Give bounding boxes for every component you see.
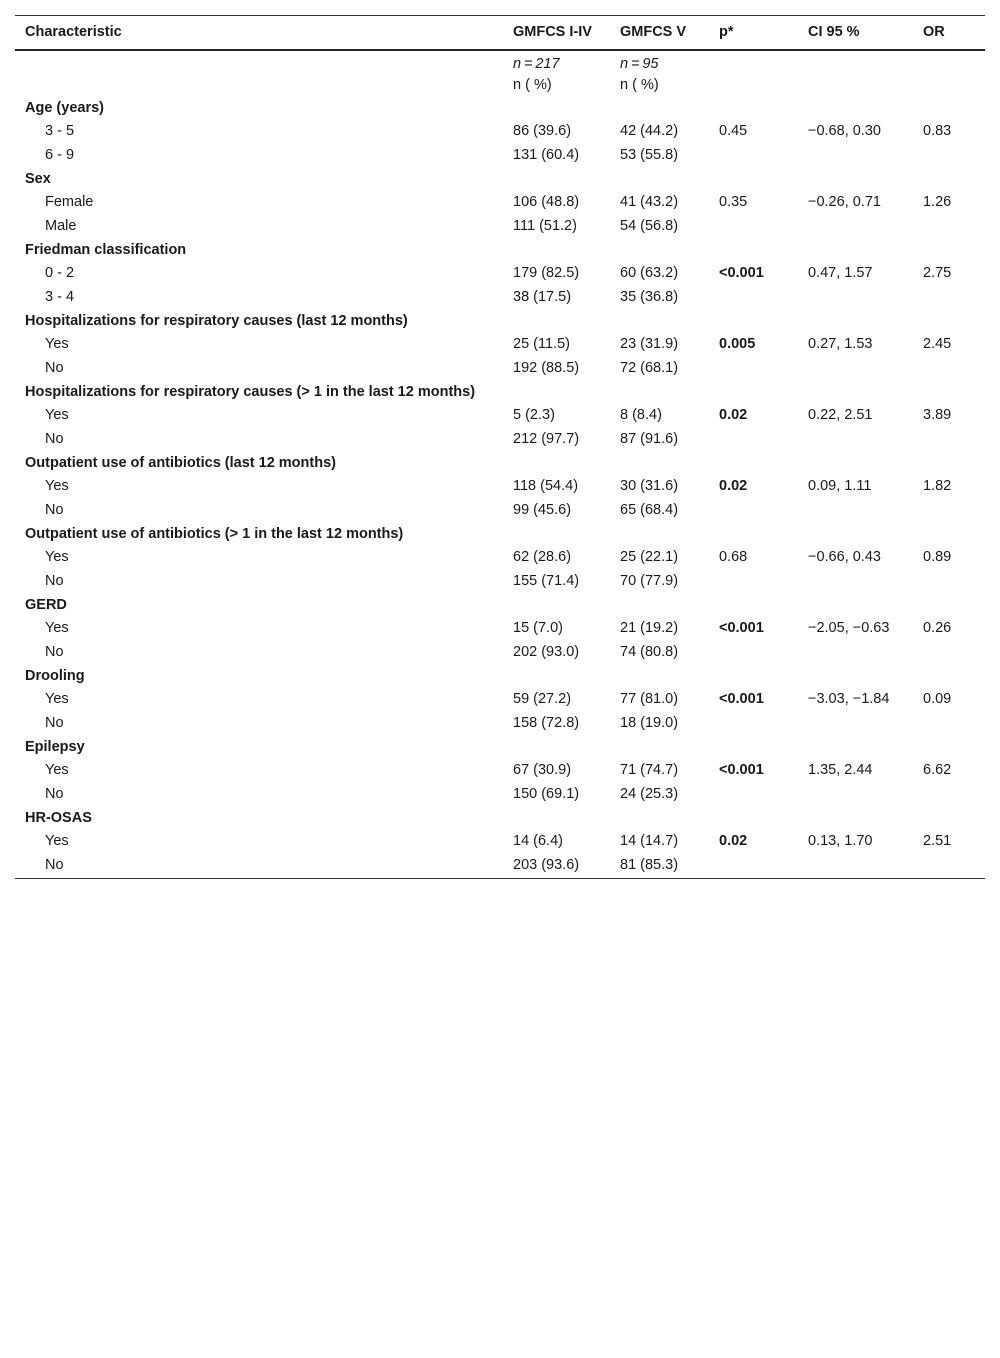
table-row: [15, 688, 985, 712]
group-header-row: [15, 168, 985, 191]
cell-g2: 54 (56.8): [620, 218, 679, 234]
table-row: [15, 617, 985, 641]
cell-ci: [798, 215, 913, 239]
cell-or: 2.45: [923, 336, 952, 352]
cell-g1: 179 (82.5): [513, 265, 580, 281]
cell-p: [709, 712, 798, 736]
cell-g1: 106 (48.8): [513, 194, 580, 210]
cell-g1: 202 (93.0): [513, 644, 580, 660]
table-row: [15, 712, 985, 736]
cell-ci: [798, 641, 913, 665]
group-header-row: [15, 239, 985, 262]
cell-label: Yes: [45, 762, 69, 778]
cell-label: Yes: [45, 407, 69, 423]
cell-label: No: [45, 644, 64, 660]
cell-label: Yes: [45, 478, 69, 494]
cell-g2: 25 (22.1): [620, 549, 679, 565]
cell-g2: 8 (8.4): [620, 407, 662, 423]
cell-ci: [798, 144, 913, 168]
cell-label: No: [45, 786, 64, 802]
n-row: [15, 50, 985, 97]
header-gmfcs-i-iv: GMFCS I-IV: [513, 24, 592, 40]
cell-g2: 72 (68.1): [620, 360, 679, 376]
table-row: [15, 120, 985, 144]
cell-or: 2.75: [923, 265, 952, 281]
n-g1: n = 217: [513, 56, 560, 72]
group-title: Sex: [25, 171, 51, 187]
cell-label: Yes: [45, 691, 69, 707]
n-row-g2: [610, 50, 709, 97]
cell-g1: 158 (72.8): [513, 715, 580, 731]
table-body: [15, 50, 985, 879]
table-row: [15, 499, 985, 523]
group-header-row: [15, 310, 985, 333]
header-gmfcs-v: GMFCS V: [620, 24, 687, 40]
cell-ci: 0.09, 1.11: [808, 478, 872, 494]
cell-g2: 35 (36.8): [620, 289, 679, 305]
cell-ci: [798, 428, 913, 452]
cell-or: [913, 357, 985, 381]
cell-label: 0 - 2: [45, 265, 75, 281]
cell-ci: [798, 854, 913, 879]
cell-g1: 38 (17.5): [513, 289, 572, 305]
cell-p: 0.02: [719, 833, 748, 849]
cell-g1: 203 (93.6): [513, 857, 580, 873]
cell-p: <0.001: [719, 762, 764, 778]
cell-or: 0.89: [923, 549, 952, 565]
group-header-row: [15, 97, 985, 120]
cell-g1: 192 (88.5): [513, 360, 580, 376]
cell-or: [913, 712, 985, 736]
cell-or: [913, 144, 985, 168]
cell-label: Yes: [45, 833, 69, 849]
cell-or: [913, 286, 985, 310]
group-title: HR-OSAS: [25, 810, 92, 826]
cell-or: [913, 428, 985, 452]
cell-ci: [798, 783, 913, 807]
group-header-row: [15, 736, 985, 759]
cell-ci: −2.05, −0.63: [808, 620, 890, 636]
cell-p: [709, 570, 798, 594]
cell-g2: 14 (14.7): [620, 833, 679, 849]
cell-g2: 60 (63.2): [620, 265, 679, 281]
cell-or: [913, 641, 985, 665]
group-title: Epilepsy: [25, 739, 85, 755]
cell-ci: −0.66, 0.43: [808, 549, 881, 565]
cell-label: No: [45, 502, 64, 518]
header-ci: CI 95 %: [808, 24, 860, 40]
cell-ci: 0.22, 2.51: [808, 407, 873, 423]
cell-g1: 131 (60.4): [513, 147, 580, 163]
cell-g1: 59 (27.2): [513, 691, 572, 707]
group-title: GERD: [25, 597, 67, 613]
group-header-row: [15, 452, 985, 475]
pct-g2: n ( %): [620, 77, 659, 93]
cell-p: [709, 783, 798, 807]
table-row: [15, 428, 985, 452]
cell-g2: 23 (31.9): [620, 336, 679, 352]
cell-label: 6 - 9: [45, 147, 75, 163]
cell-p: [709, 641, 798, 665]
cell-or: 0.26: [923, 620, 952, 636]
cell-label: Yes: [45, 549, 69, 565]
cell-g2: 41 (43.2): [620, 194, 679, 210]
cell-or: [913, 499, 985, 523]
table-row: [15, 830, 985, 854]
n-row-empty: [15, 50, 503, 97]
cell-g2: 21 (19.2): [620, 620, 679, 636]
table-row: [15, 215, 985, 239]
cell-g2: 42 (44.2): [620, 123, 679, 139]
cell-p: 0.02: [719, 407, 748, 423]
cell-or: 3.89: [923, 407, 952, 423]
table-row: [15, 854, 985, 879]
cell-ci: −0.68, 0.30: [808, 123, 881, 139]
cell-g1: 86 (39.6): [513, 123, 572, 139]
cell-ci: [798, 499, 913, 523]
cell-g2: 81 (85.3): [620, 857, 679, 873]
group-header-row: [15, 665, 985, 688]
cell-p: [709, 357, 798, 381]
cell-g1: 111 (51.2): [513, 218, 577, 234]
cell-ci: [798, 712, 913, 736]
pct-g1: n ( %): [513, 77, 552, 93]
header-characteristic: Characteristic: [25, 24, 122, 40]
cell-g1: 15 (7.0): [513, 620, 563, 636]
cell-g2: 24 (25.3): [620, 786, 679, 802]
table-row: [15, 262, 985, 286]
cell-g1: 14 (6.4): [513, 833, 563, 849]
cell-p: <0.001: [719, 265, 764, 281]
cell-p: 0.45: [719, 123, 748, 139]
cell-ci: 0.27, 1.53: [808, 336, 873, 352]
cell-g1: 118 (54.4): [513, 478, 579, 494]
cell-or: [913, 854, 985, 879]
cell-p: [709, 215, 798, 239]
cell-p: [709, 144, 798, 168]
table-row: [15, 783, 985, 807]
table-row: [15, 546, 985, 570]
group-header-row: [15, 594, 985, 617]
cell-ci: 0.47, 1.57: [808, 265, 873, 281]
cell-or: [913, 783, 985, 807]
cell-g1: 67 (30.9): [513, 762, 572, 778]
n-row-g1: [503, 50, 610, 97]
cell-or: [913, 215, 985, 239]
group-header-row: [15, 381, 985, 404]
cell-g2: 18 (19.0): [620, 715, 679, 731]
cell-g2: 74 (80.8): [620, 644, 679, 660]
group-title: Friedman classification: [25, 242, 187, 258]
cell-ci: [798, 357, 913, 381]
cell-or: 1.82: [923, 478, 952, 494]
cell-label: Yes: [45, 336, 69, 352]
group-header-row: [15, 807, 985, 830]
header-or: OR: [923, 24, 945, 40]
cell-g2: 71 (74.7): [620, 762, 679, 778]
table-row: [15, 357, 985, 381]
group-title: Drooling: [25, 668, 85, 684]
cell-ci: 1.35, 2.44: [808, 762, 873, 778]
cell-label: Yes: [45, 620, 69, 636]
n-g2: n = 95: [620, 56, 659, 72]
cell-g1: 150 (69.1): [513, 786, 580, 802]
cell-label: No: [45, 857, 64, 873]
group-title: Outpatient use of antibiotics (last 12 months): [25, 455, 336, 471]
cell-g1: 155 (71.4): [513, 573, 580, 589]
cell-label: Female: [45, 194, 94, 210]
cell-g2: 65 (68.4): [620, 502, 679, 518]
group-header-row: [15, 523, 985, 546]
table-row: [15, 570, 985, 594]
cell-ci: −3.03, −1.84: [808, 691, 890, 707]
cell-g2: 53 (55.8): [620, 147, 679, 163]
cell-label: 3 - 4: [45, 289, 75, 305]
cell-g1: 212 (97.7): [513, 431, 580, 447]
cell-p: 0.35: [719, 194, 748, 210]
cell-label: No: [45, 715, 64, 731]
group-title: Hospitalizations for respiratory causes (> 1 in the last 12 months): [25, 384, 476, 400]
cell-or: 0.09: [923, 691, 952, 707]
header-row: [15, 16, 985, 51]
cell-or: 1.26: [923, 194, 952, 210]
cell-g1: 5 (2.3): [513, 407, 555, 423]
table-row: [15, 641, 985, 665]
cell-ci: [798, 570, 913, 594]
cell-p: <0.001: [719, 691, 764, 707]
cell-p: 0.02: [719, 478, 748, 494]
cell-g1: 25 (11.5): [513, 336, 570, 352]
cell-label: Male: [45, 218, 77, 234]
cell-ci: 0.13, 1.70: [808, 833, 873, 849]
table-row: [15, 286, 985, 310]
cell-ci: [798, 286, 913, 310]
cell-p: 0.005: [719, 336, 756, 352]
cell-label: No: [45, 431, 64, 447]
cell-or: 2.51: [923, 833, 952, 849]
group-title: Outpatient use of antibiotics (> 1 in the last 12 months): [25, 526, 404, 542]
cell-label: No: [45, 573, 64, 589]
cell-or: [913, 570, 985, 594]
table-row: [15, 759, 985, 783]
table-row: [15, 191, 985, 215]
cell-ci: −0.26, 0.71: [808, 194, 881, 210]
cell-or: 6.62: [923, 762, 952, 778]
cell-g2: 87 (91.6): [620, 431, 679, 447]
cell-p: [709, 428, 798, 452]
table-row: [15, 475, 985, 499]
cell-g1: 62 (28.6): [513, 549, 572, 565]
cell-g2: 70 (77.9): [620, 573, 679, 589]
cell-p: <0.001: [719, 620, 764, 636]
cell-p: 0.68: [719, 549, 748, 565]
header-p-value: p*: [719, 24, 734, 40]
table-row: [15, 404, 985, 428]
cell-or: 0.83: [923, 123, 952, 139]
cell-g2: 77 (81.0): [620, 691, 679, 707]
table-row: [15, 333, 985, 357]
table-row: [15, 144, 985, 168]
cell-p: [709, 286, 798, 310]
characteristics-table: [15, 15, 985, 879]
cell-g1: 99 (45.6): [513, 502, 572, 518]
cell-label: No: [45, 360, 64, 376]
cell-g2: 30 (31.6): [620, 478, 679, 494]
cell-label: 3 - 5: [45, 123, 75, 139]
group-title: Age (years): [25, 100, 104, 116]
cell-p: [709, 854, 798, 879]
cell-p: [709, 499, 798, 523]
group-title: Hospitalizations for respiratory causes (last 12 months): [25, 313, 408, 329]
